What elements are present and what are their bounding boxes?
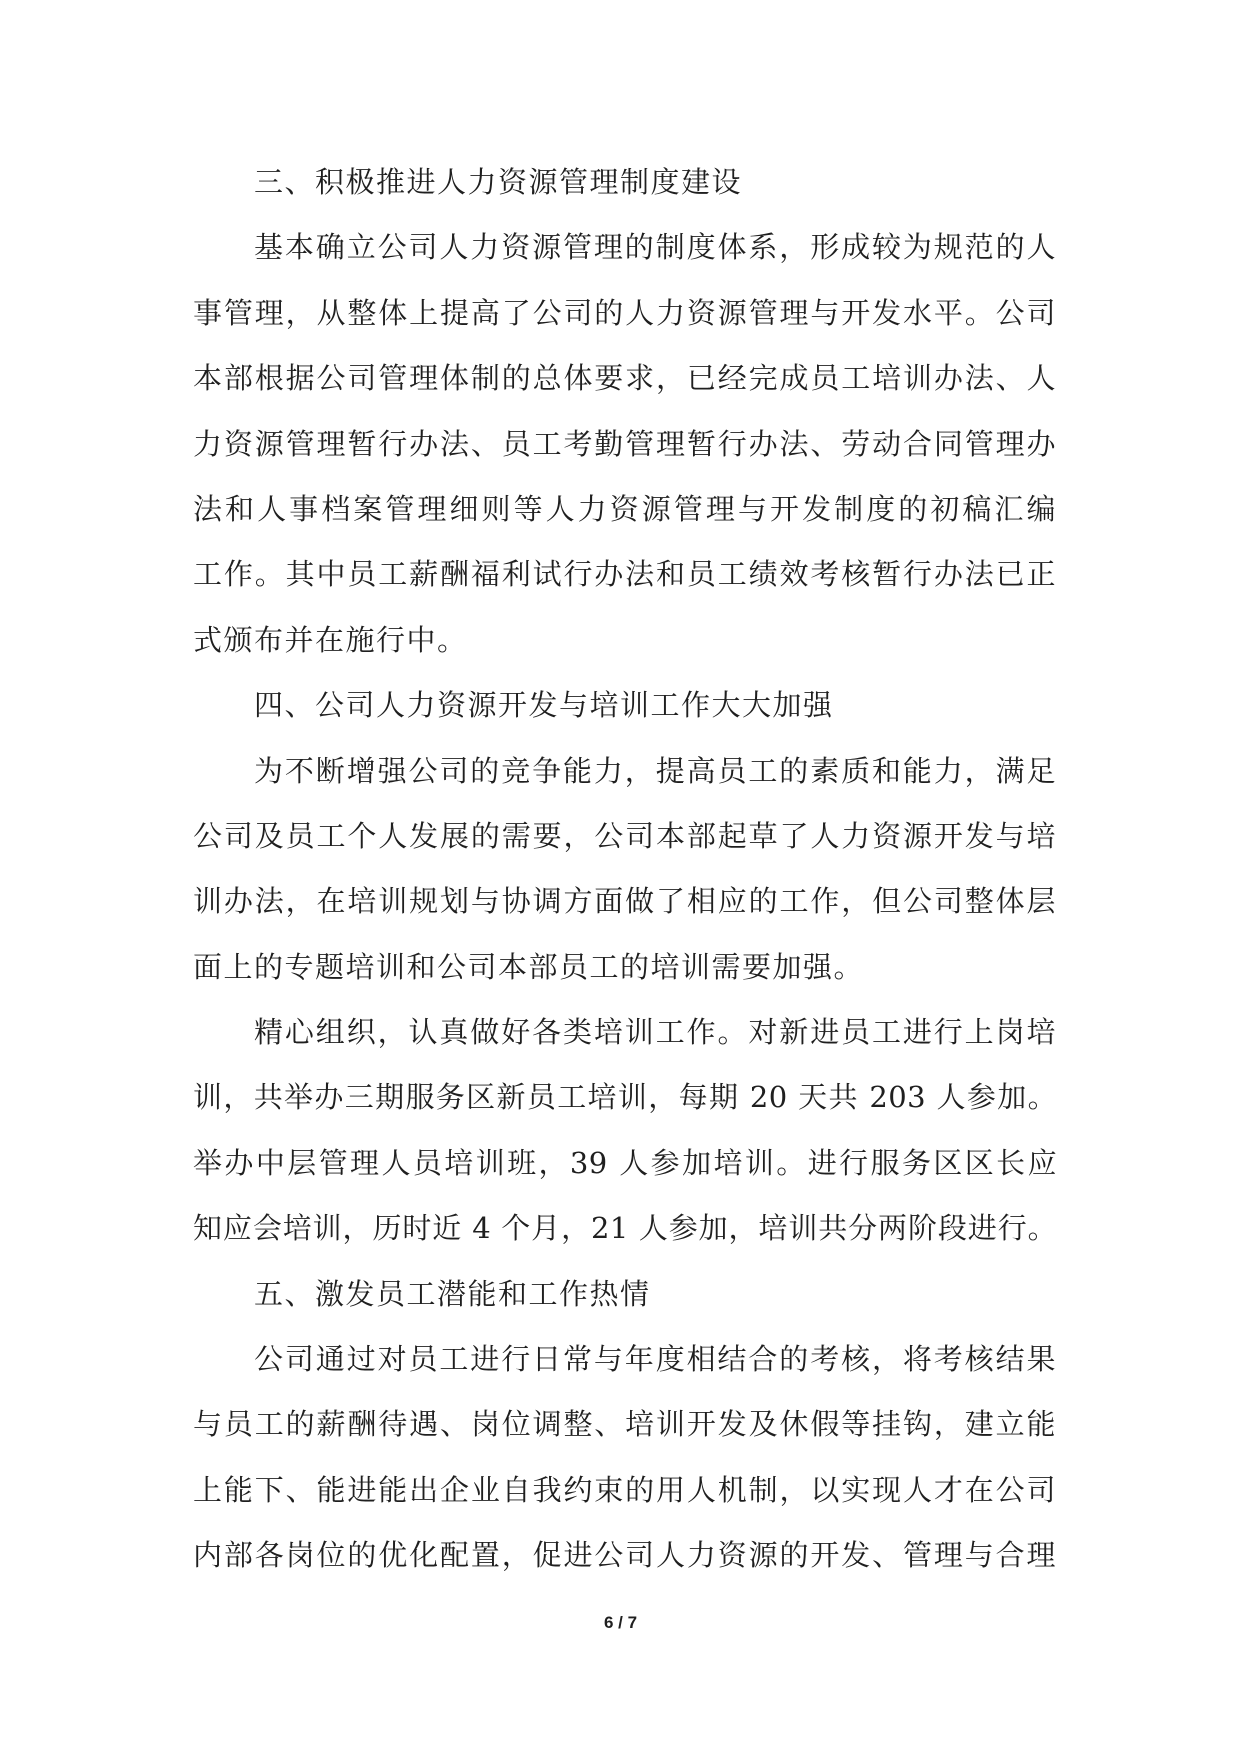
paragraph-line: 法和人事档案管理细则等人力资源管理与开发制度的初稿汇编 — [193, 491, 1057, 526]
paragraph-line: 公司通过对员工进行日常与年度相结合的考核，将考核结果 — [254, 1342, 1057, 1377]
paragraph — [193, 739, 1057, 1001]
paragraph-line: 力资源管理暂行办法、员工考勤管理暂行办法、劳动合同管理办 — [193, 426, 1057, 461]
document-body — [193, 150, 1057, 1589]
paragraph-line: 知应会培训，历时近 4 个月，21 人参加，培训共分两阶段进行。 — [193, 1211, 1057, 1246]
paragraph-line: 面上的专题培训和公司本部员工的培训需要加强。 — [193, 949, 865, 984]
section-heading: 四、公司人力资源开发与培训工作大大加强 — [254, 688, 834, 723]
paragraph-line: 事管理，从整体上提高了公司的人力资源管理与开发水平。公司 — [193, 295, 1057, 330]
paragraph-line: 上能下、能进能出企业自我约束的用人机制，以实现人才在公司 — [193, 1472, 1057, 1507]
paragraph-line: 训办法，在培训规划与协调方面做了相应的工作，但公司整体层 — [193, 884, 1057, 919]
page-number: 6 / 7 — [603, 1613, 638, 1632]
paragraph-line: 与员工的薪酬待遇、岗位调整、培训开发及休假等挂钩，建立能 — [193, 1407, 1057, 1442]
paragraph — [193, 215, 1057, 673]
paragraph-line: 精心组织，认真做好各类培训工作。对新进员工进行上岗培 — [254, 1015, 1057, 1050]
section-heading: 五、激发员工潜能和工作热情 — [254, 1276, 651, 1311]
paragraph — [193, 1327, 1057, 1589]
paragraph — [193, 1000, 1057, 1262]
paragraph-line: 内部各岗位的优化配置，促进公司人力资源的开发、管理与合理 — [193, 1538, 1057, 1573]
paragraph-line: 基本确立公司人力资源管理的制度体系，形成较为规范的人 — [254, 230, 1057, 265]
paragraph-line: 训，共举办三期服务区新员工培训，每期 20 天共 203 人参加。 — [193, 1080, 1057, 1115]
section-heading: 三、积极推进人力资源管理制度建设 — [254, 165, 743, 199]
paragraph-line: 举办中层管理人员培训班，39 人参加培训。进行服务区区长应 — [193, 1145, 1057, 1180]
paragraph-line: 公司及员工个人发展的需要，公司本部起草了人力资源开发与培 — [193, 818, 1057, 853]
paragraph-line: 工作。其中员工薪酬福利试行办法和员工绩效考核暂行办法已正 — [193, 557, 1057, 592]
paragraph-line: 式颁布并在施行中。 — [193, 622, 468, 657]
paragraph-line: 本部根据公司管理体制的总体要求，已经完成员工培训办法、人 — [193, 361, 1057, 396]
paragraph-line: 为不断增强公司的竞争能力，提高员工的素质和能力，满足 — [254, 753, 1057, 788]
